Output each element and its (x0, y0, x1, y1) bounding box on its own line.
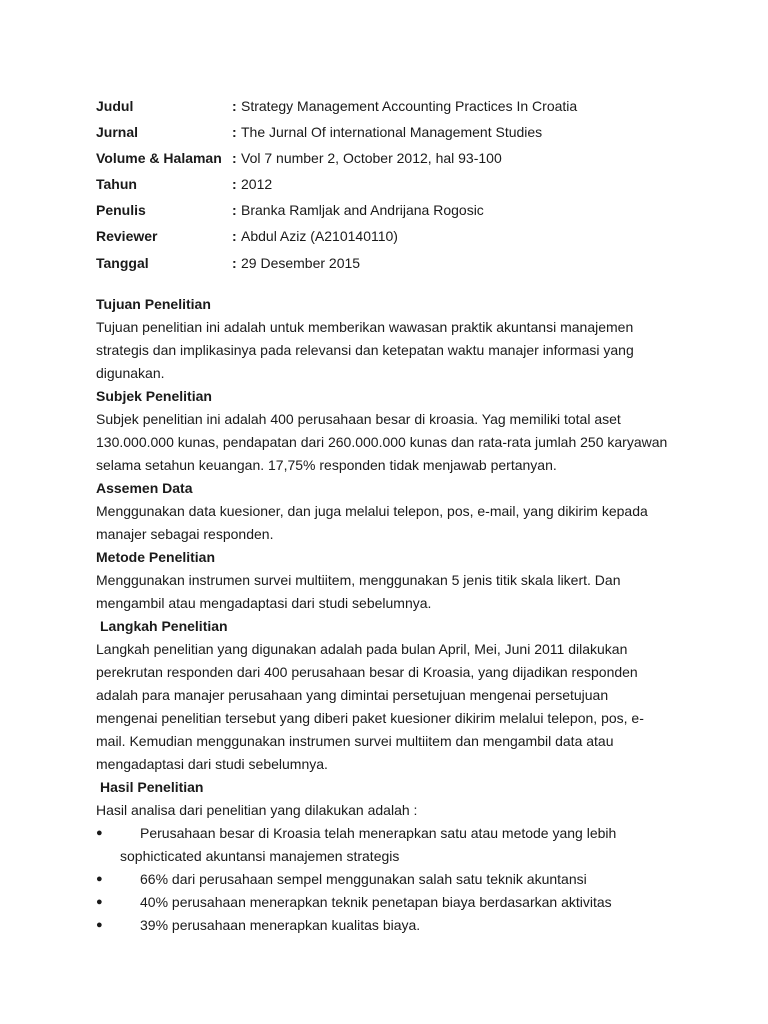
section-heading: Tujuan Penelitian (96, 296, 211, 312)
section-metode (96, 546, 670, 615)
meta-colon: : (232, 176, 237, 192)
meta-colon: : (232, 124, 237, 140)
meta-value: The Jurnal Of international Management Studies (241, 124, 543, 140)
meta-row-reviewer (96, 226, 716, 246)
section-tujuan (96, 293, 670, 385)
meta-row-tanggal (96, 253, 716, 273)
meta-label: Judul (96, 98, 134, 114)
meta-value: Abdul Aziz (A210140110) (241, 228, 398, 244)
section-heading: Langkah Penelitian (100, 618, 228, 634)
meta-label: Penulis (96, 202, 146, 218)
section-subjek (96, 385, 670, 477)
bullet-icon: ● (96, 919, 103, 931)
meta-colon: : (232, 255, 237, 271)
meta-row-judul (96, 96, 716, 116)
section-heading: Hasil Penelitian (100, 779, 204, 795)
meta-label: Volume & Halaman (96, 150, 222, 166)
meta-label: Tahun (96, 176, 137, 192)
list-item-text: 66% dari perusahaan sempel menggunakan salah satu teknik akuntansi (140, 871, 587, 887)
meta-colon: : (232, 202, 237, 218)
section-heading: Metode Penelitian (96, 549, 216, 565)
section-heading: Subjek Penelitian (96, 388, 212, 404)
section-heading: Assemen Data (96, 480, 193, 496)
meta-label: Reviewer (96, 228, 158, 244)
meta-colon: : (232, 150, 237, 166)
section-paragraph: Menggunakan data kuesioner, dan juga melalui telepon, pos, e-mail, yang dikirim kepada manajer sebagai responden. (96, 503, 648, 542)
meta-row-penulis (96, 200, 716, 220)
meta-value: Branka Ramljak and Andrijana Rogosic (241, 202, 484, 218)
list-item-text: Perusahaan besar di Kroasia telah menerapkan satu atau metode yang lebih sophicticated akuntansi manajemen strategis (120, 825, 617, 864)
meta-label: Jurnal (96, 124, 139, 140)
results-list (96, 822, 670, 937)
meta-colon: : (232, 98, 237, 114)
list-item (96, 914, 670, 937)
meta-row-jurnal (96, 122, 716, 142)
bullet-icon: ● (96, 873, 103, 885)
document-body (96, 293, 670, 937)
meta-value: 29 Desember 2015 (241, 255, 361, 271)
section-assemen (96, 477, 670, 546)
section-intro: Hasil analisa dari penelitian yang dilakukan adalah : (96, 802, 418, 818)
meta-colon: : (232, 228, 237, 244)
section-hasil (96, 776, 670, 937)
section-paragraph: Langkah penelitian yang digunakan adalah pada bulan April, Mei, Juni 2011 dilakukan perekrutan responden dari 400 perusahaan besar di Kroasia, yang dijadikan responden adalah para manajer perusahaan yang dimintai persetujuan mengenai persetujuan mengenai penelitian tersebut yang diberi paket kuesioner dikirim melalui telepon, pos, e-mail. Kemudian menggunakan instrumen survei multiitem dan mengambil data atau mengadaptasi dari studi sebelumnya. (96, 641, 644, 772)
meta-label: Tanggal (96, 255, 149, 271)
meta-row-tahun (96, 174, 716, 194)
section-paragraph: Subjek penelitian ini adalah 400 perusahaan besar di kroasia. Yag memiliki total aset 130.000.000 kunas, pendapatan dari 260.000.000 kunas dan rata-rata jumlah 250 karyawan selama setahun keuangan. 17,75% responden tidak menjawab pertanyan. (96, 411, 668, 473)
section-paragraph: Tujuan penelitian ini adalah untuk memberikan wawasan praktik akuntansi manajemen strategis dan implikasinya pada relevansi dan ketepatan waktu manajer informasi yang digunakan. (96, 319, 634, 381)
section-paragraph: Menggunakan instrumen survei multiitem, menggunakan 5 jenis titik skala likert. Dan mengambil atau mengadaptasi dari studi sebelumnya. (96, 572, 621, 611)
meta-value: Vol 7 number 2, October 2012, hal 93-100 (241, 150, 502, 166)
list-item (96, 891, 670, 914)
list-item-text: 39% perusahaan menerapkan kualitas biaya. (140, 917, 421, 933)
bullet-icon: ● (96, 896, 103, 908)
list-item-text: 40% perusahaan menerapkan teknik penetapan biaya berdasarkan aktivitas (140, 894, 612, 910)
section-langkah (96, 615, 670, 776)
list-item (96, 822, 670, 868)
meta-value: 2012 (241, 176, 273, 192)
bullet-icon: ● (96, 827, 103, 839)
meta-value: Strategy Management Accounting Practices In Croatia (241, 98, 578, 114)
list-item (96, 868, 670, 891)
meta-row-volume (96, 148, 716, 168)
